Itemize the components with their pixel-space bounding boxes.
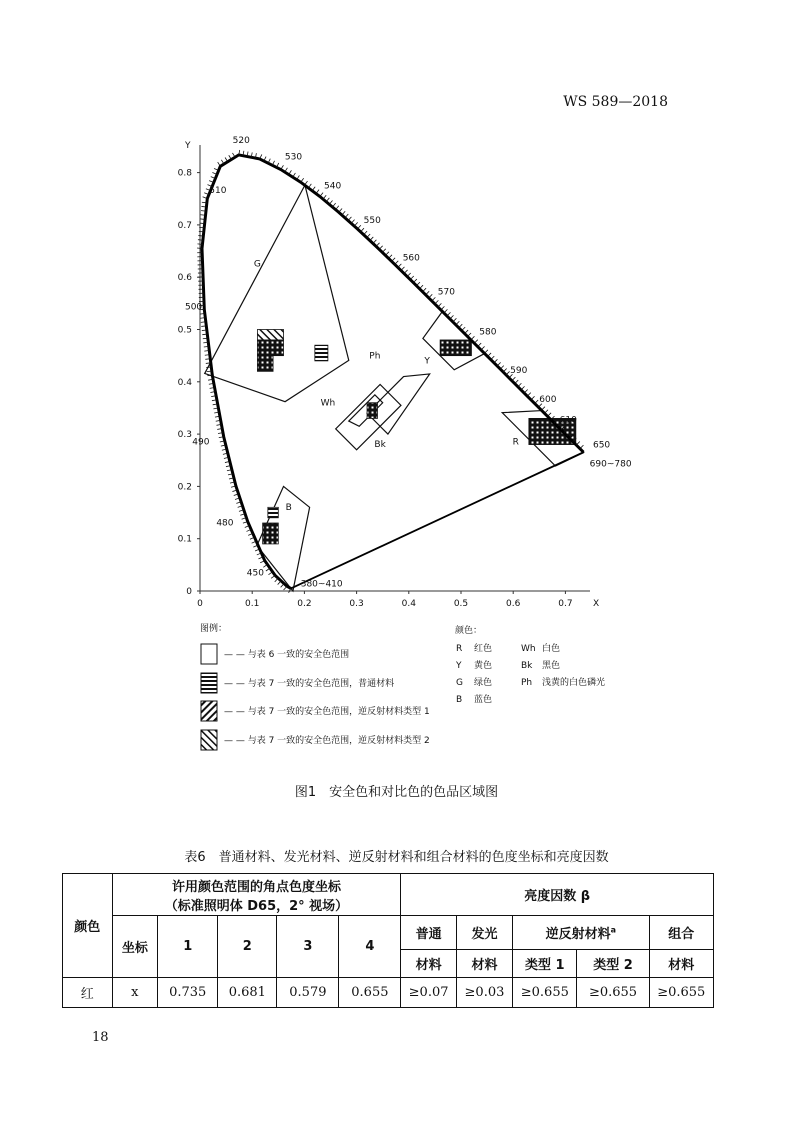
header-corner-line1: 许用颜色范围的角点色度坐标 <box>171 879 341 895</box>
locus-tick <box>376 243 379 247</box>
standard-number: WS 589—2018 <box>563 94 668 110</box>
cell-c4: 0.655 <box>339 978 401 1008</box>
locus-tick <box>357 225 360 229</box>
material-patch <box>268 507 278 517</box>
wavelength-label: 600 <box>539 394 557 405</box>
wavelength-label: 610 <box>559 415 577 426</box>
header-ordinary: 普通 <box>401 916 456 950</box>
region-letter: R <box>512 437 519 448</box>
locus-tick <box>201 215 206 216</box>
locus-tick <box>541 407 545 411</box>
x-tick-label: 0.6 <box>506 599 521 609</box>
locus-tick <box>576 442 580 446</box>
locus-tick <box>450 315 454 319</box>
wavelength-label: 500 <box>184 302 203 313</box>
locus-tick <box>201 211 206 212</box>
header-coord: 坐标 <box>112 916 158 978</box>
color-name: 白色 <box>542 644 561 654</box>
locus-tick <box>478 343 482 347</box>
region-letter: B <box>285 502 292 513</box>
header-corner-line2: （标准照明体 D65，2° 视场） <box>164 898 349 914</box>
x-axis-label: X <box>593 599 600 609</box>
cell-coord: x <box>112 978 158 1008</box>
locus-tick <box>200 223 205 224</box>
wavelength-label: 530 <box>284 152 303 163</box>
cell-c1: 0.735 <box>158 978 218 1008</box>
x-tick-label: 0 <box>197 599 203 609</box>
locus-tick <box>491 356 495 360</box>
x-tick-label: 0.2 <box>297 599 312 609</box>
locus-tick <box>441 306 445 310</box>
locus-tick <box>438 303 442 307</box>
locus-tick <box>432 297 436 301</box>
locus-tick <box>413 279 417 283</box>
header-luminous-2: 材料 <box>456 950 512 978</box>
locus-tick <box>548 413 552 417</box>
locus-tick <box>198 236 203 237</box>
y-tick-label: 0.5 <box>177 325 192 336</box>
wavelength-label: 520 <box>232 135 250 146</box>
locus-tick <box>506 371 510 375</box>
legend-text: — — 与表 7 一致的安全色范围，逆反射材料类型 2 <box>224 736 430 746</box>
locus-tick <box>497 362 501 366</box>
material-patch <box>440 340 471 356</box>
legend-item-diag1 <box>201 701 430 721</box>
cell-luminous: ≥0.03 <box>456 978 512 1008</box>
locus-tick <box>351 220 354 224</box>
header-point-3: 3 <box>277 916 339 978</box>
locus-tick <box>275 578 278 582</box>
material-patch <box>315 345 328 361</box>
locus-tick <box>401 267 405 271</box>
retro-note: a <box>610 925 617 935</box>
locus-tick <box>278 581 281 585</box>
legend-title: 图例： <box>200 624 228 634</box>
x-tick-label: 0.5 <box>453 599 469 609</box>
legend-item-empty <box>201 644 349 664</box>
retro-label: 逆反射材料 <box>545 927 611 942</box>
wavelength-label: 560 <box>402 253 420 264</box>
material-patch <box>263 523 279 544</box>
locus-tick <box>456 321 460 325</box>
locus-tick <box>361 228 364 232</box>
color-code: Ph <box>521 678 533 688</box>
locus-tick <box>398 264 402 268</box>
locus-tick <box>462 327 466 331</box>
legend-text: — — 与表 7 一致的安全色范围，逆反射材料类型 1 <box>224 707 430 717</box>
region-g <box>205 185 349 402</box>
legend-swatch-hlines <box>201 673 217 693</box>
table-row <box>63 978 714 1008</box>
locus-tick <box>382 249 385 253</box>
locus-tick <box>198 240 203 241</box>
locus-tick <box>199 231 204 232</box>
color-name: 黄色 <box>474 661 493 671</box>
x-tick-label: 0.4 <box>401 599 416 609</box>
cell-c3: 0.579 <box>277 978 339 1008</box>
region-letter: Wh <box>320 398 336 409</box>
locus-tick <box>524 390 528 394</box>
material-patch <box>257 340 283 356</box>
locus-tick <box>345 214 348 218</box>
locus-tick <box>370 237 373 241</box>
locus-tick <box>527 393 531 397</box>
locus-tick <box>531 396 535 400</box>
locus-tick <box>199 227 204 228</box>
wavelength-label: 490 <box>192 437 210 448</box>
locus-tick <box>385 252 388 256</box>
locus-tick <box>339 208 342 212</box>
locus-tick <box>512 377 516 381</box>
locus-tick <box>580 445 584 449</box>
locus-tick <box>503 369 507 373</box>
locus-tick <box>379 246 382 250</box>
wavelength-label: 480 <box>216 518 234 529</box>
y-tick-label: 0.7 <box>177 220 192 231</box>
locus-tick <box>389 255 392 259</box>
legend-swatch-diag2 <box>201 730 217 750</box>
locus-tick <box>342 211 345 215</box>
legend-swatch-empty <box>201 644 217 664</box>
color-name: 黑色 <box>542 661 561 671</box>
locus-tick <box>367 234 370 238</box>
cell-type1: ≥0.655 <box>513 978 577 1008</box>
y-axis-label: Y <box>185 141 191 151</box>
locus-tick <box>284 586 287 590</box>
locus-tick <box>395 261 399 265</box>
y-tick-label: 0 <box>186 587 192 597</box>
cell-color: 红 <box>63 978 113 1008</box>
y-tick-label: 0.4 <box>177 377 192 388</box>
header-corner-coordinates <box>112 874 401 916</box>
locus-tick <box>435 300 439 304</box>
header-retroreflective <box>513 916 649 950</box>
legend-item-diag2 <box>201 730 430 750</box>
color-name: 绿色 <box>474 678 493 688</box>
locus-tick <box>407 273 411 277</box>
locus-tick <box>410 276 414 280</box>
locus-tick <box>354 222 357 226</box>
header-point-1: 1 <box>158 916 218 978</box>
locus-tick <box>423 288 427 292</box>
region-letter: G <box>253 259 261 270</box>
color-code: G <box>456 678 463 688</box>
locus-tick <box>373 240 376 244</box>
material-patch <box>367 403 377 419</box>
wavelength-label: 540 <box>324 181 342 192</box>
chromaticity-table <box>62 873 714 1008</box>
header-point-4: 4 <box>339 916 401 978</box>
locus-tick <box>471 336 475 340</box>
locus-tick <box>392 258 395 262</box>
region-letter: Bk <box>374 440 386 451</box>
purple-line <box>291 452 584 588</box>
region-letter: Y <box>424 356 430 367</box>
wavelength-label: 510 <box>209 185 227 196</box>
locus-tick <box>444 309 448 313</box>
wavelength-label: 580 <box>479 327 497 338</box>
wavelength-label: 450 <box>246 568 264 579</box>
wavelength-label: 380~410 <box>300 579 343 590</box>
y-tick-label: 0.6 <box>177 273 192 284</box>
header-ordinary-2: 材料 <box>401 950 456 978</box>
wavelength-label: 650 <box>592 440 611 451</box>
locus-tick <box>494 359 498 363</box>
locus-tick <box>544 410 548 414</box>
cell-combined: ≥0.655 <box>649 978 713 1008</box>
material-patch <box>257 356 273 372</box>
locus-tick <box>420 285 424 289</box>
color-code: Bk <box>521 661 533 671</box>
cell-type2: ≥0.655 <box>577 978 649 1008</box>
header-luminous: 发光 <box>456 916 512 950</box>
locus-tick <box>348 217 351 221</box>
header-type2: 类型 2 <box>577 950 649 978</box>
color-code: Wh <box>521 644 536 654</box>
y-tick-label: 0.1 <box>177 534 192 545</box>
legend-text: — — 与表 6 一致的安全色范围 <box>224 650 350 660</box>
legend-swatch-diag1 <box>201 701 217 721</box>
locus-tick <box>447 312 451 316</box>
header-combined-2: 材料 <box>649 950 713 978</box>
x-tick-label: 0.7 <box>558 599 573 609</box>
locus-tick <box>197 244 202 245</box>
colors-title: 颜色： <box>455 626 483 636</box>
header-luminance: 亮度因数 β <box>401 874 714 916</box>
wavelength-label: 590 <box>510 366 528 377</box>
locus-tick <box>459 324 463 328</box>
x-tick-label: 0.3 <box>349 599 364 609</box>
header-type1: 类型 1 <box>513 950 577 978</box>
color-code: R <box>456 644 463 654</box>
locus-tick <box>535 400 539 404</box>
y-tick-label: 0.8 <box>177 168 192 179</box>
cell-ordinary: ≥0.07 <box>401 978 456 1008</box>
locus-tick <box>500 366 504 370</box>
legend-text: — — 与表 7 一致的安全色范围，普通材料 <box>224 679 395 689</box>
legend-item-hlines <box>201 673 394 693</box>
header-color: 颜色 <box>63 874 113 978</box>
locus-tick <box>202 202 207 203</box>
locus-tick <box>484 350 488 354</box>
color-code: B <box>456 695 463 705</box>
material-patch <box>257 330 283 340</box>
locus-tick <box>465 330 469 334</box>
wavelength-label: 550 <box>363 216 381 227</box>
locus-tick <box>474 340 478 344</box>
color-code: Y <box>456 661 462 671</box>
locus-tick <box>515 380 519 384</box>
color-name: 浅黄的白色磷光 <box>542 678 606 688</box>
locus-tick <box>521 386 525 390</box>
locus-tick <box>481 346 485 350</box>
locus-tick <box>488 353 492 357</box>
locus-tick <box>404 270 408 274</box>
wavelength-label: 690~780 <box>589 459 632 470</box>
locus-tick <box>426 291 430 295</box>
locus-tick <box>281 584 284 588</box>
locus-tick <box>200 219 205 220</box>
header-combined: 组合 <box>649 916 713 950</box>
y-tick-label: 0.2 <box>177 482 192 493</box>
locus-tick <box>416 282 420 286</box>
page-number: 18 <box>92 1030 109 1045</box>
x-tick-label: 0.1 <box>245 599 260 609</box>
region-letter: Ph <box>369 351 381 362</box>
wavelength-label: 570 <box>437 287 455 298</box>
y-tick-label: 0.3 <box>177 430 192 441</box>
cell-c2: 0.681 <box>218 978 277 1008</box>
locus-tick <box>468 333 472 337</box>
locus-tick <box>201 206 206 207</box>
table-caption: 表6 普通材料、发光材料、逆反射材料和组合材料的色度坐标和亮度因数 <box>184 850 609 865</box>
locus-tick <box>453 318 457 322</box>
locus-tick <box>518 383 522 387</box>
locus-tick <box>364 231 367 235</box>
color-name: 红色 <box>474 644 493 654</box>
locus-tick <box>429 294 433 298</box>
header-point-2: 2 <box>218 916 277 978</box>
color-name: 蓝色 <box>474 695 493 705</box>
locus-tick <box>197 248 202 249</box>
figure-caption: 图1 安全色和对比色的色品区域图 <box>294 785 499 800</box>
